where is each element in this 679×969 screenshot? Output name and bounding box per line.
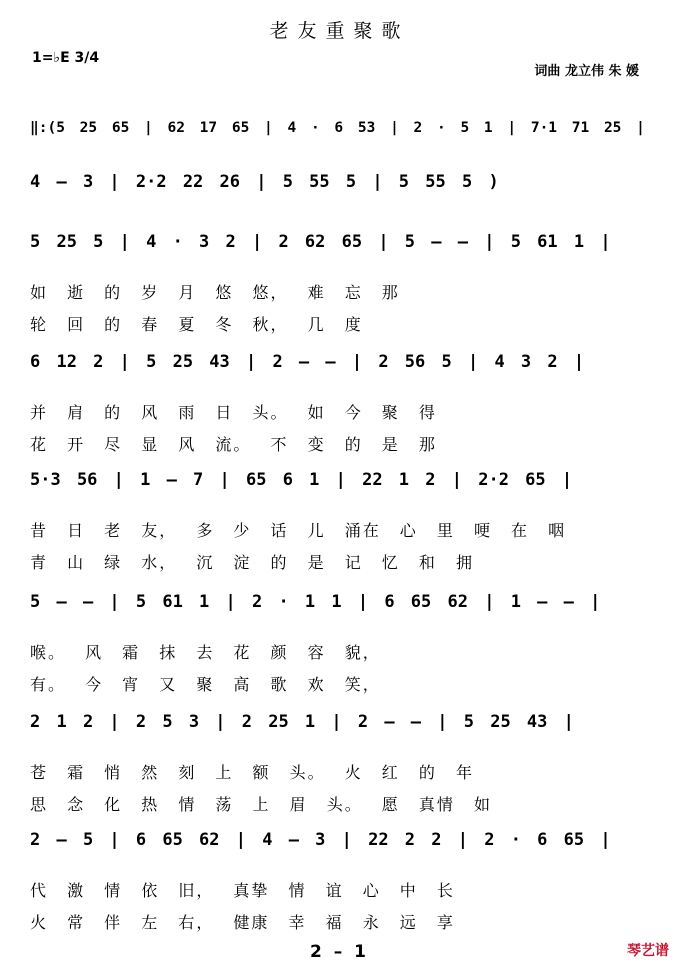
lyric-line: 如 逝 的 岁 月 悠 悠， 难 忘 那 xyxy=(30,283,400,302)
lyric-line: 思 念 化 热 情 荡 上 眉 头。 愿 真情 如 xyxy=(30,795,492,814)
page-number: 2 – 1 xyxy=(310,942,369,962)
lyric-line: 喉。 风 霜 抹 去 花 颜 容 貌， xyxy=(30,643,381,662)
lyric-line: 代 激 情 依 旧， 真挚 情 谊 心 中 长 xyxy=(30,881,455,900)
notation-row: 5 – – | 5 61 1 | 2 · 1 1 | 6 65 62 | 1 – – | xyxy=(30,592,601,612)
key-signature: 1=♭E 3/4 xyxy=(32,50,100,66)
notation-row: 2 – 5 | 6 65 62 | 4 – 3 | 22 2 2 | 2 · 6 65 | xyxy=(30,830,611,850)
lyric-line: 有。 今 宵 又 聚 高 歌 欢 笑， xyxy=(30,675,381,694)
site-logo: 琴艺谱 xyxy=(627,943,669,959)
notation-row: ‖:(5 25 65 | 62 17 65 | 4 · 6 53 | 2 · 5 1 | 7·1 71 25 | xyxy=(30,120,645,136)
lyric-line: 苍 霜 悄 然 刻 上 额 头。 火 红 的 年 xyxy=(30,763,474,782)
notation-row: 2 1 2 | 2 5 3 | 2 25 1 | 2 – – | 5 25 43 | xyxy=(30,712,574,732)
lyric-line: 并 肩 的 风 雨 日 头。 如 今 聚 得 xyxy=(30,403,437,422)
lyric-line: 昔 日 老 友， 多 少 话 儿 涌在 心 里 哽 在 咽 xyxy=(30,521,567,540)
lyric-line: 火 常 伴 左 右， 健康 幸 福 永 远 享 xyxy=(30,913,455,932)
lyric-line: 花 开 尽 显 风 流。 不 变 的 是 那 xyxy=(30,435,437,454)
lyric-line: 青 山 绿 水， 沉 淀 的 是 记 忆 和 拥 xyxy=(30,553,474,572)
notation-row: 6 12 2 | 5 25 43 | 2 – – | 2 56 5 | 4 3 2 | xyxy=(30,352,585,372)
composer-credit: 词曲 龙立伟 朱 媛 xyxy=(534,64,639,79)
lyric-line: 轮 回 的 春 夏 冬 秋， 几 度 xyxy=(30,315,363,334)
notation-row: 5 25 5 | 4 · 3 2 | 2 62 65 | 5 – – | 5 61 1 | xyxy=(30,232,611,252)
song-title: 老友重聚歌 xyxy=(269,20,410,42)
notation-row: 5·3 56 | 1 – 7 | 65 6 1 | 22 1 2 | 2·2 65 | xyxy=(30,470,573,490)
notation-row: 4 – 3 | 2·2 22 26 | 5 55 5 | 5 55 5 ) xyxy=(30,172,499,192)
